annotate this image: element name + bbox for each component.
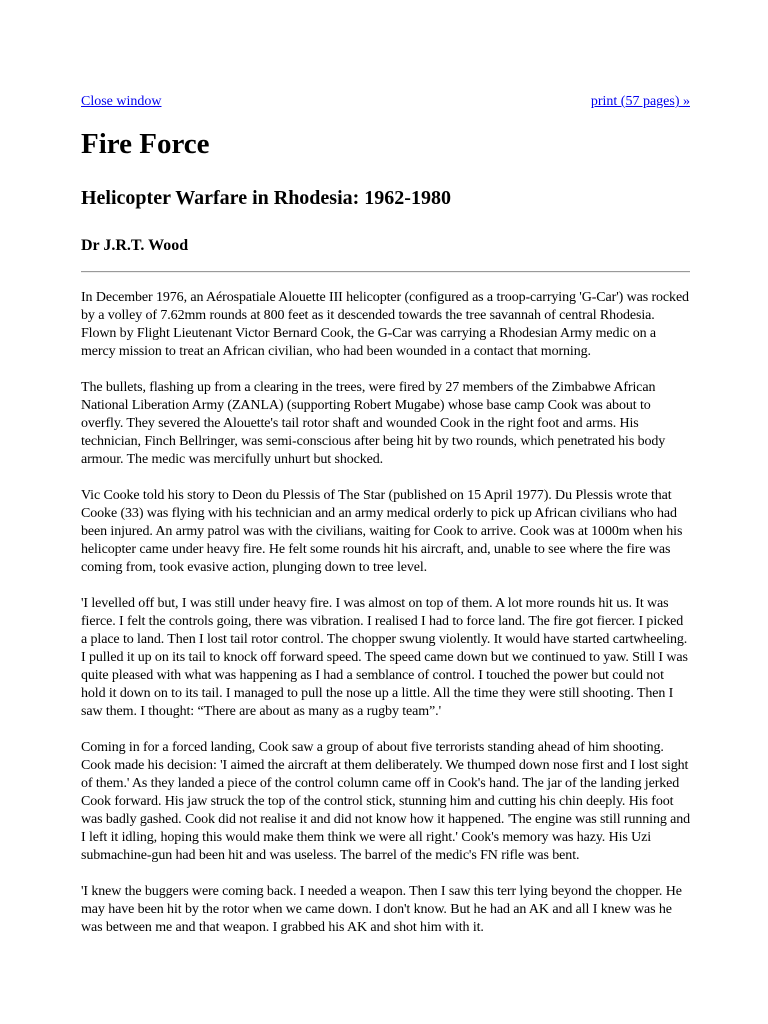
document-subtitle: Helicopter Warfare in Rhodesia: 1962-1980 — [81, 187, 451, 209]
paragraph: Coming in for a forced landing, Cook saw a group of about five terrorists standing ahead of him shooting. Cook made his decision: 'I aimed the aircraft at them deliberately. We thumped down nose first and I lost sight of them.' As they landed a piece of the control column came off in Cook's hand. The jar of the landing jerked Cook forward. His jaw struck the top of the control stick, stunning him and cutting his chin deeply. His foot was badly gashed. Cook did not realise it and did not know how it happened. 'The engine was still running and I left it idling, hoping this would make them think we were all right.' Cook's memory was hazy. His Uzi submachine-gun had been hit and was useless. The barrel of the medic's FN rifle was bent. — [81, 740, 691, 863]
print-link[interactable]: print (57 pages) » — [590, 94, 690, 109]
paragraph: 'I knew the buggers were coming back. I needed a weapon. Then I saw this terr lying beyond the chopper. He may have been hit by the rotor when we came down. I don't know. But he had an AK and all I knew was he was between me and that weapon. I grabbed his AK and shot him with it. — [81, 884, 682, 935]
document-author: Dr J.R.T. Wood — [81, 237, 189, 254]
close-window-link[interactable]: Close window — [81, 94, 162, 109]
paragraph: The bullets, flashing up from a clearing in the trees, were fired by 27 members of the Zimbabwe African National Liberation Army (ZANLA) (supporting Robert Mugabe) whose base camp Cook was about to overfly. They severed the Alouette's tail rotor shaft and wounded Cook in the right foot and arms. His technician, Finch Bellringer, was semi-conscious after being hit by two rounds, which penetrated his body armour. The medic was mercifully unhurt but shocked. — [81, 380, 666, 467]
article-body — [81, 289, 691, 955]
document-title: Fire Force — [81, 128, 210, 160]
header-divider — [81, 271, 690, 273]
paragraph: 'I levelled off but, I was still under heavy fire. I was almost on top of them. A lot more rounds hit us. It was fierce. I felt the controls going, there was vibration. I realised I had to force land. The fire got fiercer. I picked a place to land. Then I lost tail rotor control. The chopper swung violently. It would have started cartwheeling. I pulled it up on its tail to knock off forward speed. The speed came down but we continued to yaw. Still I was quite pleased with what was happening as I had a semblance of control. I touched the power but could not hold it down on to its tail. I managed to pull the nose up a little. All the time they were still shooting. Then I saw them. I thought: “There are about as many as a rugby team”.' — [81, 596, 688, 719]
paragraph: In December 1976, an Aérospatiale Alouette III helicopter (configured as a troop-carrying 'G-Car') was rocked by a volley of 7.62mm rounds at 800 feet as it descended towards the tree savannah of central Rhodesia. Flown by Flight Lieutenant Victor Bernard Cook, the G-Car was carrying a Rhodesian Army medic on a mercy mission to treat an African civilian, who had been wounded in a contact that morning. — [81, 290, 689, 359]
paragraph: Vic Cooke told his story to Deon du Plessis of The Star (published on 15 April 1977). Du Plessis wrote that Cooke (33) was flying with his technician and an army medical orderly to pick up African civilians who had been injured. An army patrol was with the civilians, waiting for Cook to arrive. Cook was at 1000m when his helicopter came under heavy fire. He felt some rounds hit his aircraft, and, unable to see where the fire was coming from, took evasive action, plunging down to tree level. — [81, 488, 683, 575]
